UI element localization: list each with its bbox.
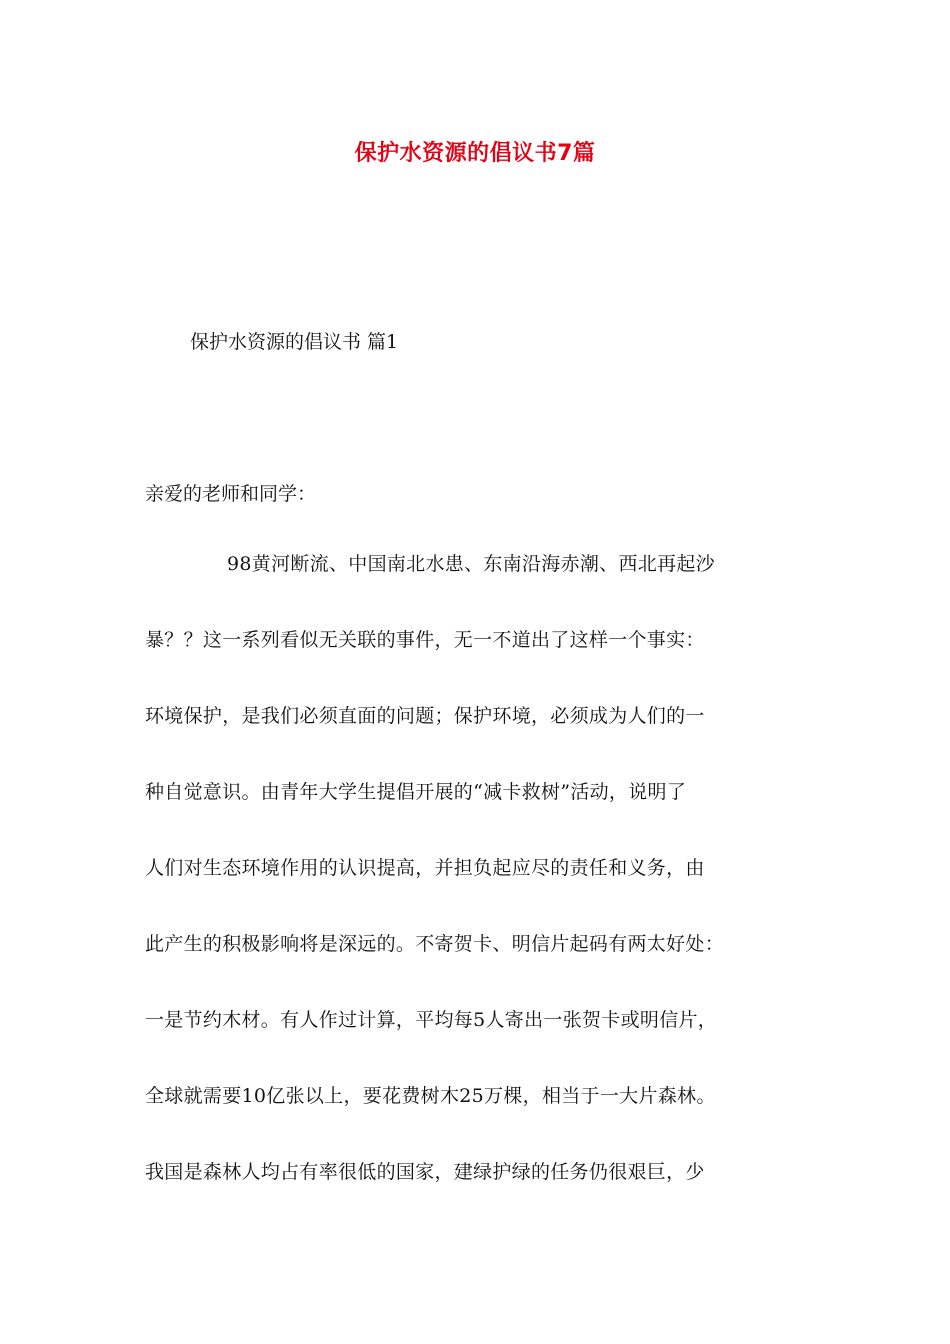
paragraph-line: 暴？？这一系列看似无关联的事件，无一不道出了这样一个事实： <box>145 629 705 651</box>
paragraph-line: 我国是森林人均占有率很低的国家，建绿护绿的任务仍很艰巨，少 <box>145 1161 705 1183</box>
document-title: 保护水资源的倡议书7篇 <box>354 141 596 166</box>
paragraph-line: 全球就需要10亿张以上，要花费树木25万棵，相当于一大片森林。 <box>145 1085 716 1107</box>
paragraph-line: 种自觉意识。由青年大学生提倡开展的“减卡救树”活动，说明了 <box>145 781 687 803</box>
section-heading: 保护水资源的倡议书 篇1 <box>190 331 399 353</box>
paragraph-line: 一是节约木材。有人作过计算，平均每5人寄出一张贺卡或明信片， <box>145 1009 718 1031</box>
paragraph-line: 人们对生态环境作用的认识提高，并担负起应尽的责任和义务，由 <box>145 857 705 879</box>
paragraph-line: 98黄河断流、中国南北水患、东南沿海赤潮、西北再起沙 <box>227 553 715 575</box>
body-paragraph <box>145 540 825 1224</box>
paragraph-line: 环境保护，是我们必须直面的问题；保护环境，必须成为人们的一 <box>145 705 705 727</box>
salutation: 亲爱的老师和同学： <box>145 483 317 505</box>
paragraph-line: 此产生的积极影响将是深远的。不寄贺卡、明信片起码有两太好处： <box>145 933 725 955</box>
